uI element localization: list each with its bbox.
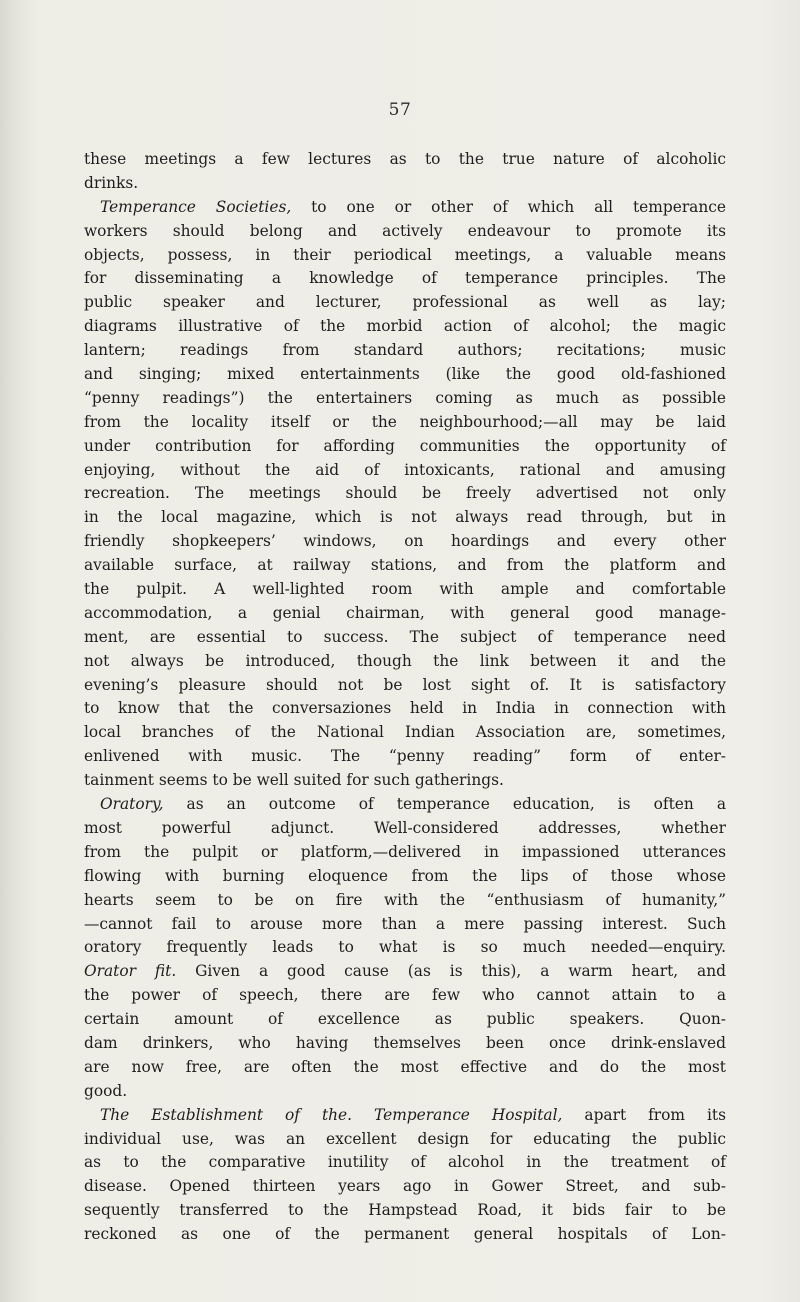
text-line: the pulpit. A well-lighted room with ample and comfortable [84, 580, 726, 599]
text-line: and singing; mixed entertainments (like the good old-fashioned [84, 365, 726, 384]
body-text [84, 148, 726, 1247]
text-line: public speaker and lecturer, professional as well as lay; [84, 293, 726, 312]
page-number: 57 [388, 100, 412, 120]
text-line: accommodation, a genial chairman, with general good manage- [84, 603, 726, 622]
text-line: reckoned as one of the permanent general hospitals of Lon- [84, 1225, 726, 1244]
text-line: disease. Opened thirteen years ago in Gower Street, and sub- [84, 1177, 726, 1196]
text-line: enjoying, without the aid of intoxicants, rational and amusing [84, 460, 726, 479]
text-line: the power of speech, there are few who cannot attain to a [84, 986, 726, 1005]
text-line: dam drinkers, who having themselves been once drink-enslaved [84, 1033, 726, 1052]
text-line: local branches of the National Indian Association are, sometimes, [84, 723, 726, 742]
line-rest: to one or other of which all temperance [291, 197, 726, 216]
text-line: hearts seem to be on fire with the “enthusiasm of humanity,” [84, 890, 726, 909]
line-rest: as an outcome of temperance education, is often a [163, 795, 726, 814]
text-line: good. [84, 1081, 128, 1100]
text-line: oratory frequently leads to what is so much needed—enquiry. [84, 938, 726, 957]
text-line: “penny readings”) the entertainers coming as much as possible [84, 388, 726, 407]
italic-heading: Oratory, [100, 795, 164, 814]
paragraph-intro [84, 148, 726, 196]
text-line [84, 196, 726, 220]
paragraph-oratory [84, 793, 726, 1104]
text-line: recreation. The meetings should be freely advertised not only [84, 484, 726, 503]
paragraph-temperance-hospital [84, 1104, 726, 1247]
text-line: most powerful adjunct. Well-considered addresses, whether [84, 818, 726, 837]
line-rest: Given a good cause (as is this), a warm heart, and [176, 962, 726, 981]
text-line: tainment seems to be well suited for such gatherings. [84, 771, 504, 790]
text-line: in the local magazine, which is not always read through, but in [84, 508, 726, 527]
text-line [84, 960, 726, 984]
text-line: ment, are essential to success. The subject of temperance need [84, 627, 726, 646]
text-line: available surface, at railway stations, and from the platform and [84, 556, 726, 575]
text-line: enlivened with music. The “penny reading” form of enter- [84, 747, 726, 766]
italic-heading: The Establishment of the. Temperance Hospital, [100, 1105, 563, 1124]
text-line: to know that the conversaziones held in India in connection with [84, 699, 726, 718]
text-line: from the pulpit or platform,—delivered in impassioned utterances [84, 842, 726, 861]
text-line: diagrams illustrative of the morbid action of alcohol; the magic [84, 317, 726, 336]
text-line: friendly shopkeepers’ windows, on hoardings and every other [84, 532, 726, 551]
italic-phrase: Orator fit. [84, 962, 177, 981]
text-line: are now free, are often the most effective and do the most [84, 1057, 726, 1076]
text-line: evening’s pleasure should not be lost sight of. It is satisfactory [84, 675, 726, 694]
text-line: not always be introduced, though the link between it and the [84, 651, 726, 670]
line-rest: apart from its [562, 1105, 726, 1124]
text-line: these meetings a few lectures as to the true nature of alcoholic [84, 150, 726, 168]
text-line [84, 793, 726, 817]
text-line: under contribution for affording communities the opportunity of [84, 436, 726, 455]
text-line: certain amount of excellence as public speakers. Quon- [84, 1010, 726, 1029]
text-line: individual use, was an excellent design for educating the public [84, 1129, 726, 1148]
text-line: workers should belong and actively endeavour to promote its [84, 221, 726, 240]
italic-heading: Temperance Societies, [100, 197, 292, 216]
text-line: from the locality itself or the neighbourhood;—all may be laid [84, 412, 726, 431]
text-line: drinks. [84, 173, 139, 192]
text-line: —cannot fail to arouse more than a mere passing interest. Such [84, 914, 726, 933]
text-line: flowing with burning eloquence from the lips of those whose [84, 866, 726, 885]
text-line: lantern; readings from standard authors; recitations; music [84, 341, 726, 360]
text-line [84, 1104, 726, 1128]
text-line: for disseminating a knowledge of temperance principles. The [84, 269, 726, 288]
text-line: sequently transferred to the Hampstead Road, it bids fair to be [84, 1201, 726, 1220]
text-line: objects, possess, in their periodical meetings, a valuable means [84, 245, 726, 264]
text-line: as to the comparative inutility of alcohol in the treatment of [84, 1153, 726, 1172]
paragraph-temperance-societies [84, 196, 726, 793]
